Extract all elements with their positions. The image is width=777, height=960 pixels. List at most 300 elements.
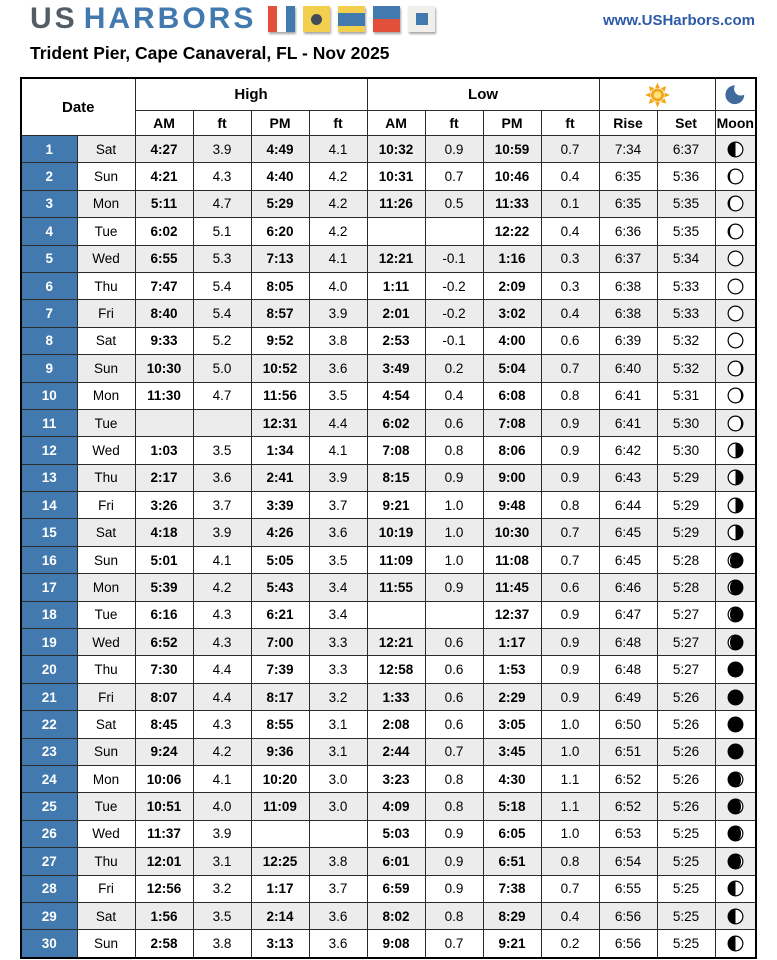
moon-phase-icon	[715, 875, 756, 902]
low-am-time: 8:02	[367, 902, 425, 929]
low-am-time: 2:44	[367, 738, 425, 765]
low-pm-height: 0.7	[541, 519, 599, 546]
date-number: 25	[21, 793, 77, 820]
date-column-header: Date	[21, 78, 135, 136]
high-am-time: 5:39	[135, 574, 193, 601]
day-of-week: Thu	[77, 272, 135, 299]
moon-phase-icon	[715, 136, 756, 163]
sunset-time: 5:32	[657, 355, 715, 382]
day-of-week: Mon	[77, 190, 135, 217]
high-am-time: 11:30	[135, 382, 193, 409]
high-pm-height: 3.9	[309, 464, 367, 491]
low-am-time: 3:23	[367, 765, 425, 792]
high-am-time: 8:40	[135, 300, 193, 327]
sunrise-time: 6:42	[599, 437, 657, 464]
high-pm-time: 4:40	[251, 163, 309, 190]
website-link[interactable]: www.USHarbors.com	[603, 12, 755, 29]
low-pm-height: 1.0	[541, 820, 599, 847]
table-row	[21, 601, 756, 628]
low-am-time: 6:59	[367, 875, 425, 902]
sunrise-time: 6:55	[599, 875, 657, 902]
low-pm-height: 0.8	[541, 382, 599, 409]
table-row	[21, 711, 756, 738]
sunrise-time: 6:50	[599, 711, 657, 738]
high-pm-time: 4:26	[251, 519, 309, 546]
high-pm-time: 8:05	[251, 272, 309, 299]
low-am-height: 0.9	[425, 464, 483, 491]
high-am-time: 6:02	[135, 218, 193, 245]
low-am-height: 0.8	[425, 765, 483, 792]
sunset-time: 5:25	[657, 902, 715, 929]
date-number: 12	[21, 437, 77, 464]
high-am-time: 5:01	[135, 546, 193, 573]
table-row	[21, 820, 756, 847]
low-pm-time: 2:29	[483, 683, 541, 710]
low-pm-height: 0.3	[541, 245, 599, 272]
date-number: 27	[21, 848, 77, 875]
high-am-height: 3.2	[193, 875, 251, 902]
low-pm-time: 10:59	[483, 136, 541, 163]
low-am-height: 0.6	[425, 656, 483, 683]
low-am-height: 0.7	[425, 163, 483, 190]
low-am-time: 2:01	[367, 300, 425, 327]
high-pm-height: 4.1	[309, 136, 367, 163]
high-pm-height: 3.9	[309, 300, 367, 327]
low-am-height: 0.9	[425, 574, 483, 601]
low-am-time: 12:58	[367, 656, 425, 683]
signal-flags	[268, 6, 435, 32]
sunrise-time: 6:43	[599, 464, 657, 491]
moon-phase-icon	[715, 245, 756, 272]
sunrise-time: 6:52	[599, 765, 657, 792]
moon-phase-icon	[715, 711, 756, 738]
low-am-time: 9:21	[367, 492, 425, 519]
low-pm-ft-header: ft	[541, 111, 599, 136]
low-am-height: 0.6	[425, 629, 483, 656]
logo-wordmark	[30, 2, 257, 35]
low-pm-height: 0.9	[541, 464, 599, 491]
day-of-week: Thu	[77, 464, 135, 491]
low-pm-time: 4:30	[483, 765, 541, 792]
low-pm-height: 0.7	[541, 546, 599, 573]
high-am-header: AM	[135, 111, 193, 136]
sunrise-time: 6:47	[599, 601, 657, 628]
high-am-height: 3.6	[193, 464, 251, 491]
high-pm-time: 9:36	[251, 738, 309, 765]
day-of-week: Wed	[77, 245, 135, 272]
high-am-time: 10:06	[135, 765, 193, 792]
table-row	[21, 136, 756, 163]
low-am-time: 8:15	[367, 464, 425, 491]
low-pm-height: 0.4	[541, 218, 599, 245]
low-am-height: -0.2	[425, 300, 483, 327]
low-am-time: 5:03	[367, 820, 425, 847]
table-row	[21, 546, 756, 573]
low-am-time: 10:32	[367, 136, 425, 163]
signal-flag-sierra-icon	[408, 6, 435, 32]
low-pm-time: 1:53	[483, 656, 541, 683]
low-pm-time: 11:33	[483, 190, 541, 217]
low-am-height: 1.0	[425, 546, 483, 573]
day-of-week: Wed	[77, 820, 135, 847]
low-am-height: 0.9	[425, 136, 483, 163]
low-am-time: 6:01	[367, 848, 425, 875]
sunset-time: 5:27	[657, 656, 715, 683]
high-am-height: 5.3	[193, 245, 251, 272]
low-pm-time: 3:45	[483, 738, 541, 765]
date-number: 20	[21, 656, 77, 683]
date-number: 24	[21, 765, 77, 792]
sunrise-time: 6:56	[599, 930, 657, 958]
date-number: 29	[21, 902, 77, 929]
low-am-height: 0.8	[425, 902, 483, 929]
sunset-header: Set	[657, 111, 715, 136]
low-am-time: 12:21	[367, 629, 425, 656]
sunset-time: 5:28	[657, 574, 715, 601]
sunrise-time: 6:35	[599, 163, 657, 190]
low-am-height	[425, 218, 483, 245]
sunrise-time: 6:41	[599, 382, 657, 409]
low-pm-time: 6:51	[483, 848, 541, 875]
date-number: 17	[21, 574, 77, 601]
sunset-time: 5:25	[657, 820, 715, 847]
low-pm-time: 9:48	[483, 492, 541, 519]
high-pm-time: 12:31	[251, 409, 309, 436]
date-number: 4	[21, 218, 77, 245]
high-pm-height: 3.8	[309, 848, 367, 875]
high-am-height: 4.3	[193, 163, 251, 190]
high-am-height: 4.3	[193, 629, 251, 656]
date-number: 26	[21, 820, 77, 847]
high-pm-time: 7:39	[251, 656, 309, 683]
low-pm-height: 0.7	[541, 875, 599, 902]
sunset-time: 5:25	[657, 930, 715, 958]
moon-group-header	[715, 78, 756, 111]
high-am-height: 4.3	[193, 711, 251, 738]
date-number: 14	[21, 492, 77, 519]
low-am-time: 11:55	[367, 574, 425, 601]
high-pm-time: 5:43	[251, 574, 309, 601]
day-of-week: Sat	[77, 327, 135, 354]
tide-table-header	[21, 78, 756, 136]
high-pm-height: 3.4	[309, 574, 367, 601]
date-number: 23	[21, 738, 77, 765]
high-pm-time: 6:20	[251, 218, 309, 245]
high-am-time: 1:03	[135, 437, 193, 464]
low-pm-time: 10:30	[483, 519, 541, 546]
high-am-height: 4.1	[193, 765, 251, 792]
low-am-time	[367, 218, 425, 245]
sunset-time: 5:33	[657, 272, 715, 299]
moon-phase-icon	[715, 300, 756, 327]
moon-phase-icon	[715, 464, 756, 491]
moon-phase-icon	[715, 163, 756, 190]
day-of-week: Mon	[77, 765, 135, 792]
date-number: 19	[21, 629, 77, 656]
high-am-height: 5.0	[193, 355, 251, 382]
table-row	[21, 382, 756, 409]
moon-phase-icon	[715, 519, 756, 546]
low-am-time: 2:53	[367, 327, 425, 354]
date-number: 7	[21, 300, 77, 327]
date-number: 21	[21, 683, 77, 710]
sunset-time: 5:31	[657, 382, 715, 409]
day-of-week: Mon	[77, 574, 135, 601]
moon-phase-icon	[715, 848, 756, 875]
low-am-height: 0.7	[425, 738, 483, 765]
high-pm-time: 8:57	[251, 300, 309, 327]
sunset-time: 5:25	[657, 875, 715, 902]
high-am-time: 9:24	[135, 738, 193, 765]
moon-phase-icon	[715, 683, 756, 710]
sunset-time: 5:27	[657, 629, 715, 656]
sunrise-time: 6:40	[599, 355, 657, 382]
tide-table-body	[21, 136, 756, 958]
moon-phase-icon	[715, 902, 756, 929]
sunset-time: 5:30	[657, 409, 715, 436]
low-pm-height: 0.2	[541, 930, 599, 958]
high-pm-height: 4.2	[309, 218, 367, 245]
high-pm-height: 3.5	[309, 546, 367, 573]
high-pm-height: 3.3	[309, 629, 367, 656]
high-pm-height: 4.2	[309, 190, 367, 217]
low-pm-time: 12:37	[483, 601, 541, 628]
high-am-height: 3.8	[193, 930, 251, 958]
signal-flag-delta-icon	[338, 6, 365, 32]
low-pm-time: 1:16	[483, 245, 541, 272]
high-pm-time: 2:14	[251, 902, 309, 929]
day-of-week: Tue	[77, 409, 135, 436]
high-am-time: 10:30	[135, 355, 193, 382]
high-am-time	[135, 409, 193, 436]
low-am-height: 0.9	[425, 848, 483, 875]
date-number: 18	[21, 601, 77, 628]
sunset-time: 5:29	[657, 464, 715, 491]
sunset-time: 5:34	[657, 245, 715, 272]
moon-phase-icon	[715, 765, 756, 792]
high-pm-header: PM	[251, 111, 309, 136]
low-am-height: 0.9	[425, 820, 483, 847]
high-pm-height: 3.0	[309, 765, 367, 792]
day-of-week: Sun	[77, 738, 135, 765]
high-am-height: 4.0	[193, 793, 251, 820]
high-am-time: 4:27	[135, 136, 193, 163]
day-of-week: Sat	[77, 902, 135, 929]
high-pm-time: 12:25	[251, 848, 309, 875]
low-pm-height: 0.9	[541, 683, 599, 710]
signal-flag-echo-icon	[373, 6, 400, 32]
date-number: 15	[21, 519, 77, 546]
day-of-week: Sat	[77, 711, 135, 738]
date-number: 8	[21, 327, 77, 354]
table-row	[21, 190, 756, 217]
date-number: 3	[21, 190, 77, 217]
high-am-time: 11:37	[135, 820, 193, 847]
high-am-height: 4.7	[193, 190, 251, 217]
sunrise-time: 6:38	[599, 300, 657, 327]
high-am-height: 3.9	[193, 136, 251, 163]
low-am-height: 1.0	[425, 492, 483, 519]
high-am-time: 1:56	[135, 902, 193, 929]
table-row	[21, 272, 756, 299]
low-pm-height: 0.4	[541, 163, 599, 190]
low-pm-time: 8:29	[483, 902, 541, 929]
low-am-time: 9:08	[367, 930, 425, 958]
high-am-height: 5.1	[193, 218, 251, 245]
sunset-time: 5:33	[657, 300, 715, 327]
low-am-height: -0.1	[425, 327, 483, 354]
high-pm-time: 10:20	[251, 765, 309, 792]
day-of-week: Sun	[77, 546, 135, 573]
date-number: 1	[21, 136, 77, 163]
high-am-height: 3.5	[193, 902, 251, 929]
sunset-time: 5:26	[657, 765, 715, 792]
low-am-height	[425, 601, 483, 628]
low-pm-height: 0.9	[541, 437, 599, 464]
high-am-height: 5.4	[193, 300, 251, 327]
high-pm-height: 4.1	[309, 245, 367, 272]
low-pm-height: 0.7	[541, 136, 599, 163]
date-number: 13	[21, 464, 77, 491]
low-am-time: 2:08	[367, 711, 425, 738]
moon-phase-icon	[715, 382, 756, 409]
high-am-ft-header: ft	[193, 111, 251, 136]
date-number: 5	[21, 245, 77, 272]
high-am-time: 4:21	[135, 163, 193, 190]
low-am-time: 12:21	[367, 245, 425, 272]
high-am-time: 2:17	[135, 464, 193, 491]
low-pm-time: 11:08	[483, 546, 541, 573]
sunset-time: 5:26	[657, 683, 715, 710]
day-of-week: Wed	[77, 437, 135, 464]
moon-crescent-icon	[724, 83, 747, 106]
day-of-week: Sun	[77, 930, 135, 958]
table-row	[21, 738, 756, 765]
high-am-height: 4.4	[193, 656, 251, 683]
day-of-week: Tue	[77, 218, 135, 245]
low-pm-height: 1.0	[541, 738, 599, 765]
date-number: 2	[21, 163, 77, 190]
masthead	[20, 2, 757, 35]
sunrise-time: 6:38	[599, 272, 657, 299]
sunrise-time: 6:36	[599, 218, 657, 245]
moon-header: Moon	[715, 111, 756, 136]
date-number: 22	[21, 711, 77, 738]
low-pm-height: 0.9	[541, 601, 599, 628]
low-pm-time: 9:00	[483, 464, 541, 491]
high-pm-time: 8:55	[251, 711, 309, 738]
high-pm-height: 4.0	[309, 272, 367, 299]
moon-phase-icon	[715, 272, 756, 299]
sunrise-time: 6:56	[599, 902, 657, 929]
table-row	[21, 629, 756, 656]
high-pm-time: 7:00	[251, 629, 309, 656]
table-row	[21, 464, 756, 491]
day-of-week: Wed	[77, 629, 135, 656]
low-pm-time: 6:08	[483, 382, 541, 409]
high-pm-time: 11:56	[251, 382, 309, 409]
sunrise-time: 6:45	[599, 546, 657, 573]
low-pm-time: 8:06	[483, 437, 541, 464]
low-am-height: 0.5	[425, 190, 483, 217]
sunrise-time: 6:41	[599, 409, 657, 436]
day-of-week: Sun	[77, 163, 135, 190]
high-am-height: 4.2	[193, 574, 251, 601]
tide-table	[20, 77, 757, 959]
day-of-week: Mon	[77, 382, 135, 409]
table-row	[21, 492, 756, 519]
header-group-row	[21, 78, 756, 111]
sunrise-time: 6:48	[599, 629, 657, 656]
low-pm-time: 12:22	[483, 218, 541, 245]
day-of-week: Tue	[77, 793, 135, 820]
sunrise-time: 6:48	[599, 656, 657, 683]
sunset-time: 5:26	[657, 711, 715, 738]
low-am-height: -0.1	[425, 245, 483, 272]
high-pm-time: 1:34	[251, 437, 309, 464]
low-am-height: 0.8	[425, 437, 483, 464]
moon-phase-icon	[715, 738, 756, 765]
low-am-height: -0.2	[425, 272, 483, 299]
sun-icon	[644, 82, 671, 108]
sunset-time: 5:26	[657, 793, 715, 820]
high-pm-height: 3.6	[309, 930, 367, 958]
high-am-time: 12:01	[135, 848, 193, 875]
high-am-time: 12:56	[135, 875, 193, 902]
sunrise-time: 6:35	[599, 190, 657, 217]
high-pm-time: 4:49	[251, 136, 309, 163]
high-pm-time	[251, 820, 309, 847]
table-row	[21, 574, 756, 601]
low-pm-time: 9:21	[483, 930, 541, 958]
table-row	[21, 793, 756, 820]
usharbors-logo[interactable]	[30, 2, 435, 35]
high-pm-height: 3.4	[309, 601, 367, 628]
sunrise-time: 6:51	[599, 738, 657, 765]
high-pm-height: 3.1	[309, 738, 367, 765]
high-pm-time: 3:39	[251, 492, 309, 519]
day-of-week: Fri	[77, 683, 135, 710]
day-of-week: Sun	[77, 355, 135, 382]
low-pm-time: 6:05	[483, 820, 541, 847]
high-pm-time: 8:17	[251, 683, 309, 710]
table-row	[21, 218, 756, 245]
table-row	[21, 765, 756, 792]
moon-phase-icon	[715, 793, 756, 820]
date-number: 9	[21, 355, 77, 382]
sunrise-time: 7:34	[599, 136, 657, 163]
high-pm-height: 3.0	[309, 793, 367, 820]
sunset-time: 5:36	[657, 163, 715, 190]
sunset-time: 5:30	[657, 437, 715, 464]
table-row	[21, 848, 756, 875]
low-pm-height: 0.8	[541, 492, 599, 519]
high-pm-height: 3.8	[309, 327, 367, 354]
table-row	[21, 245, 756, 272]
low-am-height: 1.0	[425, 519, 483, 546]
sunrise-time: 6:37	[599, 245, 657, 272]
page-title: Trident Pier, Cape Canaveral, FL - Nov 2025	[30, 43, 390, 63]
low-am-height: 0.4	[425, 382, 483, 409]
sunset-time: 5:32	[657, 327, 715, 354]
sunset-time: 6:37	[657, 136, 715, 163]
table-row	[21, 683, 756, 710]
moon-phase-icon	[715, 574, 756, 601]
high-am-time: 5:11	[135, 190, 193, 217]
low-pm-height: 0.4	[541, 300, 599, 327]
high-pm-height: 3.3	[309, 656, 367, 683]
sunrise-time: 6:46	[599, 574, 657, 601]
